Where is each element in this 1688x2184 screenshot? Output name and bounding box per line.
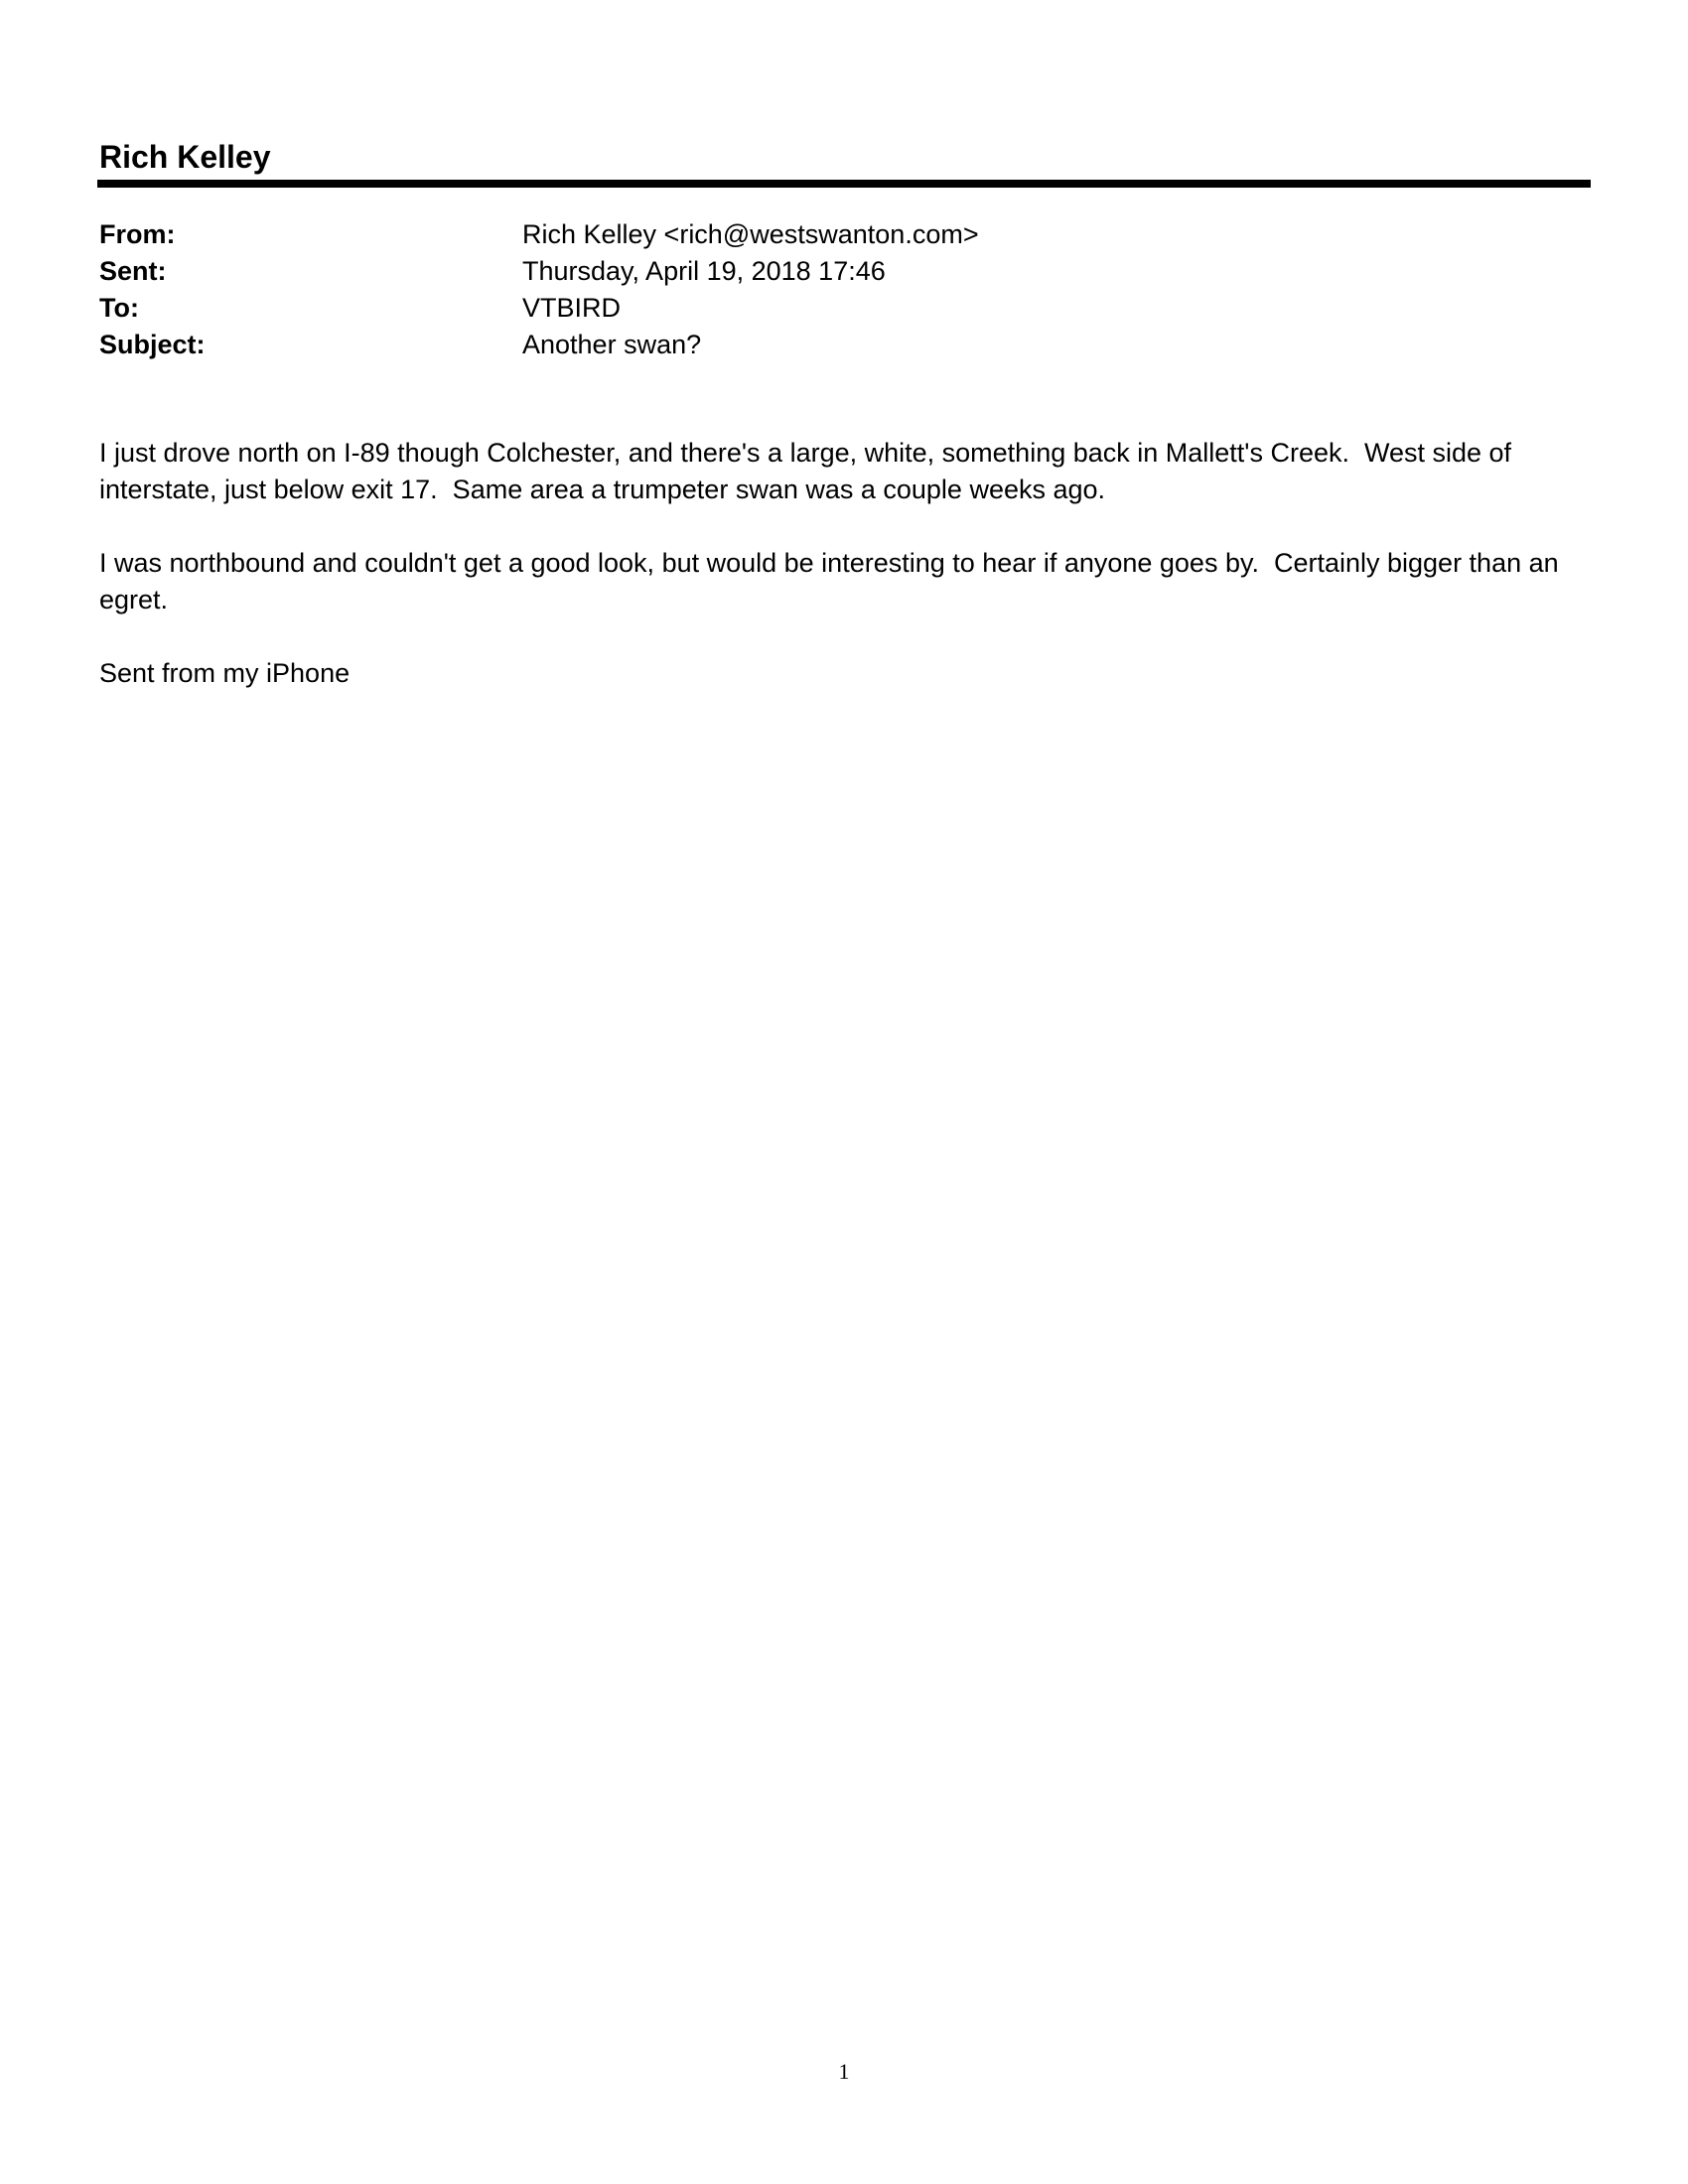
from-label: From: <box>99 219 176 249</box>
body-paragraph-2: I was northbound and couldn't get a good look, but would be interesting to hear if anyone goes by. Certainly bigger than an egret. <box>99 548 1567 614</box>
header-row-subject <box>99 327 1489 363</box>
sent-label: Sent: <box>99 256 167 286</box>
to-label: To: <box>99 293 139 323</box>
from-value: Rich Kelley <rich@westswanton.com> <box>522 219 979 249</box>
to-value: VTBIRD <box>522 293 622 323</box>
sender-title: Rich Kelley <box>99 139 271 175</box>
header-row-sent <box>99 253 1489 290</box>
subject-value: Another swan? <box>522 330 702 359</box>
title-divider <box>97 180 1591 188</box>
header-row-from <box>99 216 1489 253</box>
body-paragraph-1: I just drove north on I-89 though Colchester, and there's a large, white, something back in Mallett's Creek. West side of interstate, just below exit 17. Same area a trumpeter swan was a couple weeks ago. <box>99 438 1519 504</box>
header-row-to <box>99 290 1489 327</box>
email-body <box>99 435 1599 729</box>
email-header <box>99 216 1489 363</box>
page-number: 1 <box>838 2059 850 2084</box>
signature-line: Sent from my iPhone <box>99 658 351 688</box>
sent-value: Thursday, April 19, 2018 17:46 <box>522 256 886 286</box>
subject-label: Subject: <box>99 330 206 359</box>
